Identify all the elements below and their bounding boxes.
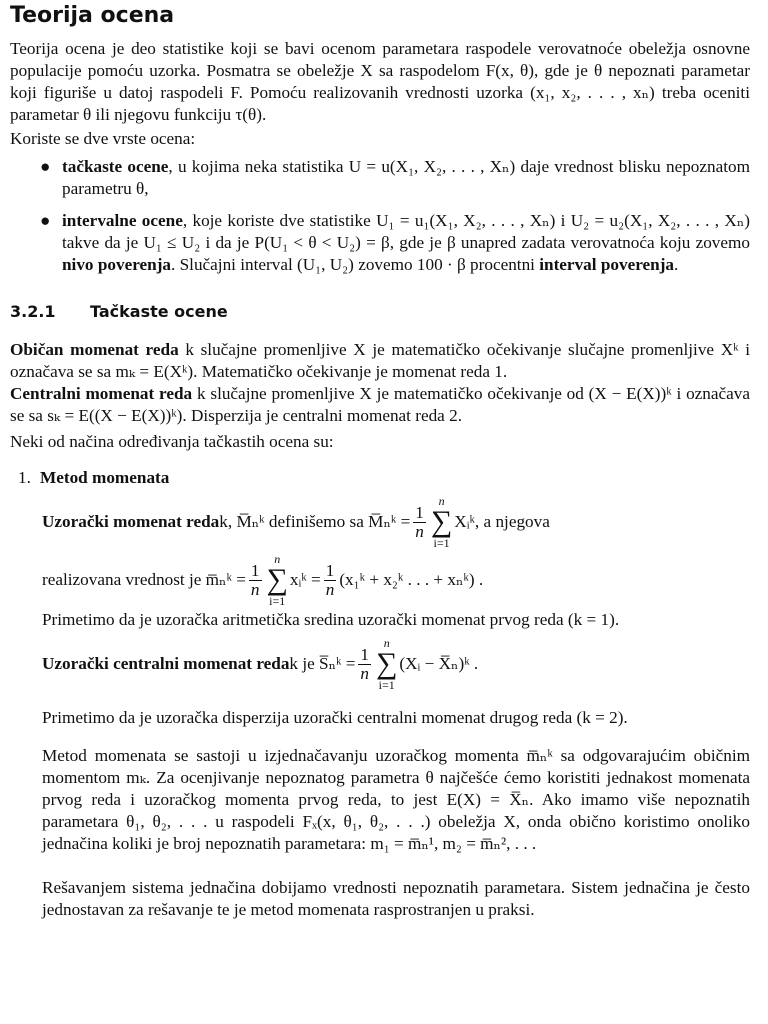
term: Uzorački centralni momenat reda [42,654,290,673]
bullet-icon: ● [40,211,51,230]
denominator: n [415,521,424,541]
equation-central-moment [10,637,750,691]
numerator: 1 [250,560,260,580]
page-title: Teorija ocena [10,3,175,28]
definition-2 [10,383,750,427]
equation-sample-moment [10,495,750,549]
section-title: Tačkaste ocene [90,302,228,321]
note-2: Primetimo da je uzoračka disperzija uzorački centralni momenat drugog reda (k = 2). [42,708,628,727]
term: Običan momenat reda [10,340,179,359]
list-text: . [674,255,679,274]
definition-text: k slučajne promenljive X je matematičko očekivanje slučajne promenljive Xᵏ i označava se sa mₖ = E(Xᵏ). Matematičko očekivanje je momenat reda 1. [10,340,750,381]
eq-text: realizovana vrednost je m̅ₙᵏ = [42,570,246,589]
method-paragraph: Metod momenata se sastoji u izjednačavanju uzoračkog momenta m̅ₙᵏ sa odgovarajućim običnim momentom mₖ. Za ocenjivanje nepoznatog parametra θ najčešće ćemo koristiti jednakost momenata prvog reda i uzoračkog momenta prvog reda, to jest E(X) = X̅ₙ. Ako imamo više nepoznatih parametara θ₁, θ₂, . . . u raspodeli Fₓ(x, θ₁, θ₂, . . .) obeležja X, onda obično koristimo onoliko jednačina koliki je broj nepoznatih parametara: m₁ = m̅ₙ¹, m₂ = m̅ₙ², . . . [42,746,750,853]
term: nivo poverenja [62,255,172,274]
numerator: 1 [415,502,424,522]
enum-title: Metod momenata [40,468,170,487]
section-number: 3.2.1 [10,302,56,321]
sum-upper: n [438,494,445,508]
definition-text: k slučajne promenljive X je matematičko očekivanje od (X − E(X))ᵏ i označava se sa sₖ = E((X − E(X))ᵏ). Disperzija je centralni momenat reda 2. [10,384,750,425]
sum-symbol: n ∑ i=1 [266,552,288,608]
denominator: n [250,579,260,599]
lead-paragraph-2: Neki od načina određivanja tačkastih ocena su: [10,432,334,451]
eq-text: xᵢᵏ = [289,570,321,589]
eq-text: (Xᵢ − X̅ₙ)ᵏ . [399,654,479,673]
fraction [413,504,426,541]
eq-text: k je S̅ₙᵏ = [289,654,356,673]
sum-lower: i=1 [433,536,450,550]
list-text: , u kojima neka statistika U = u(X₁, X₂, . . . , Xₙ) daje vrednost blisku nepoznatom parametru θ, [62,157,750,198]
sum-symbol: n ∑ i=1 [376,636,398,692]
section-heading [10,302,750,321]
sum-lower: i=1 [269,594,286,608]
list-item [10,210,750,276]
note-1: Primetimo da je uzoračka aritmetička sredina uzorački momenat prvog reda (k = 1). [42,610,620,629]
term: intervalne ocene [62,211,183,230]
list-text: , koje koriste dve statistike U₁ = u₁(X₁, X₂, . . . , Xₙ) i U₂ = u₂(X₁, X₂, . . . , Xₙ) takve da je U₁ ≤ U₂ i da je P(U₁ < θ < U₂) = β, gde je β unapred zadata verovatnoća koju zovemo [62,211,750,252]
eq-text: (x₁ᵏ + x₂ᵏ . . . + xₙᵏ) . [339,570,484,589]
term: Uzorački momenat reda [42,512,220,531]
lead-paragraph: Koriste se dve vrste ocena: [10,129,196,148]
equation-realized-moment [10,553,750,607]
definition-1 [10,339,750,383]
term: interval poverenja [539,255,675,274]
denominator: n [325,579,335,599]
bullet-icon: ● [40,157,51,176]
bullet-list [10,156,750,276]
sum-upper: n [383,636,390,650]
enum-number: 1. [18,468,31,487]
sum-symbol: n ∑ i=1 [430,494,453,550]
denominator: n [360,663,370,683]
sum-lower: i=1 [378,678,395,692]
list-item [10,156,750,200]
numerator: 1 [360,644,370,664]
intro-paragraph: Teorija ocena je deo statistike koji se bavi ocenom parametara raspodele verovatnoće obeležja osnovne populacije pomoću uzorka. Posmatra se obeležje X sa raspodelom F(x, θ), gde je θ nepoznati parametar koji figuriše u datoj raspodeli F. Pomoću realizovanih vrednosti uzorka (x₁, x₂, . . . , xₙ) treba oceniti parametar θ ili njegovu funkciju τ(θ). [10,39,750,124]
list-text: . Slučajni interval (U₁, U₂) zovemo 100 · β procentni [171,255,540,274]
sum-upper: n [274,552,281,566]
final-paragraph: Rešavanjem sistema jednačina dobijamo vrednosti nepoznatih parametara. Sistem jednačina je često jednostavan za rešavanje te je metod momenata rasprostranjen u praksi. [42,878,750,919]
eq-text: k, M̅ₙᵏ definišemo sa M̅ₙᵏ = [219,512,411,531]
numerator: 1 [325,560,335,580]
fraction [358,646,371,683]
fraction [324,562,337,599]
enum-item-title [10,467,750,489]
fraction [249,562,262,599]
eq-text: Xᵢᵏ, a njegova [454,512,550,531]
term: Centralni momenat reda [10,384,193,403]
term: tačkaste ocene [62,157,169,176]
